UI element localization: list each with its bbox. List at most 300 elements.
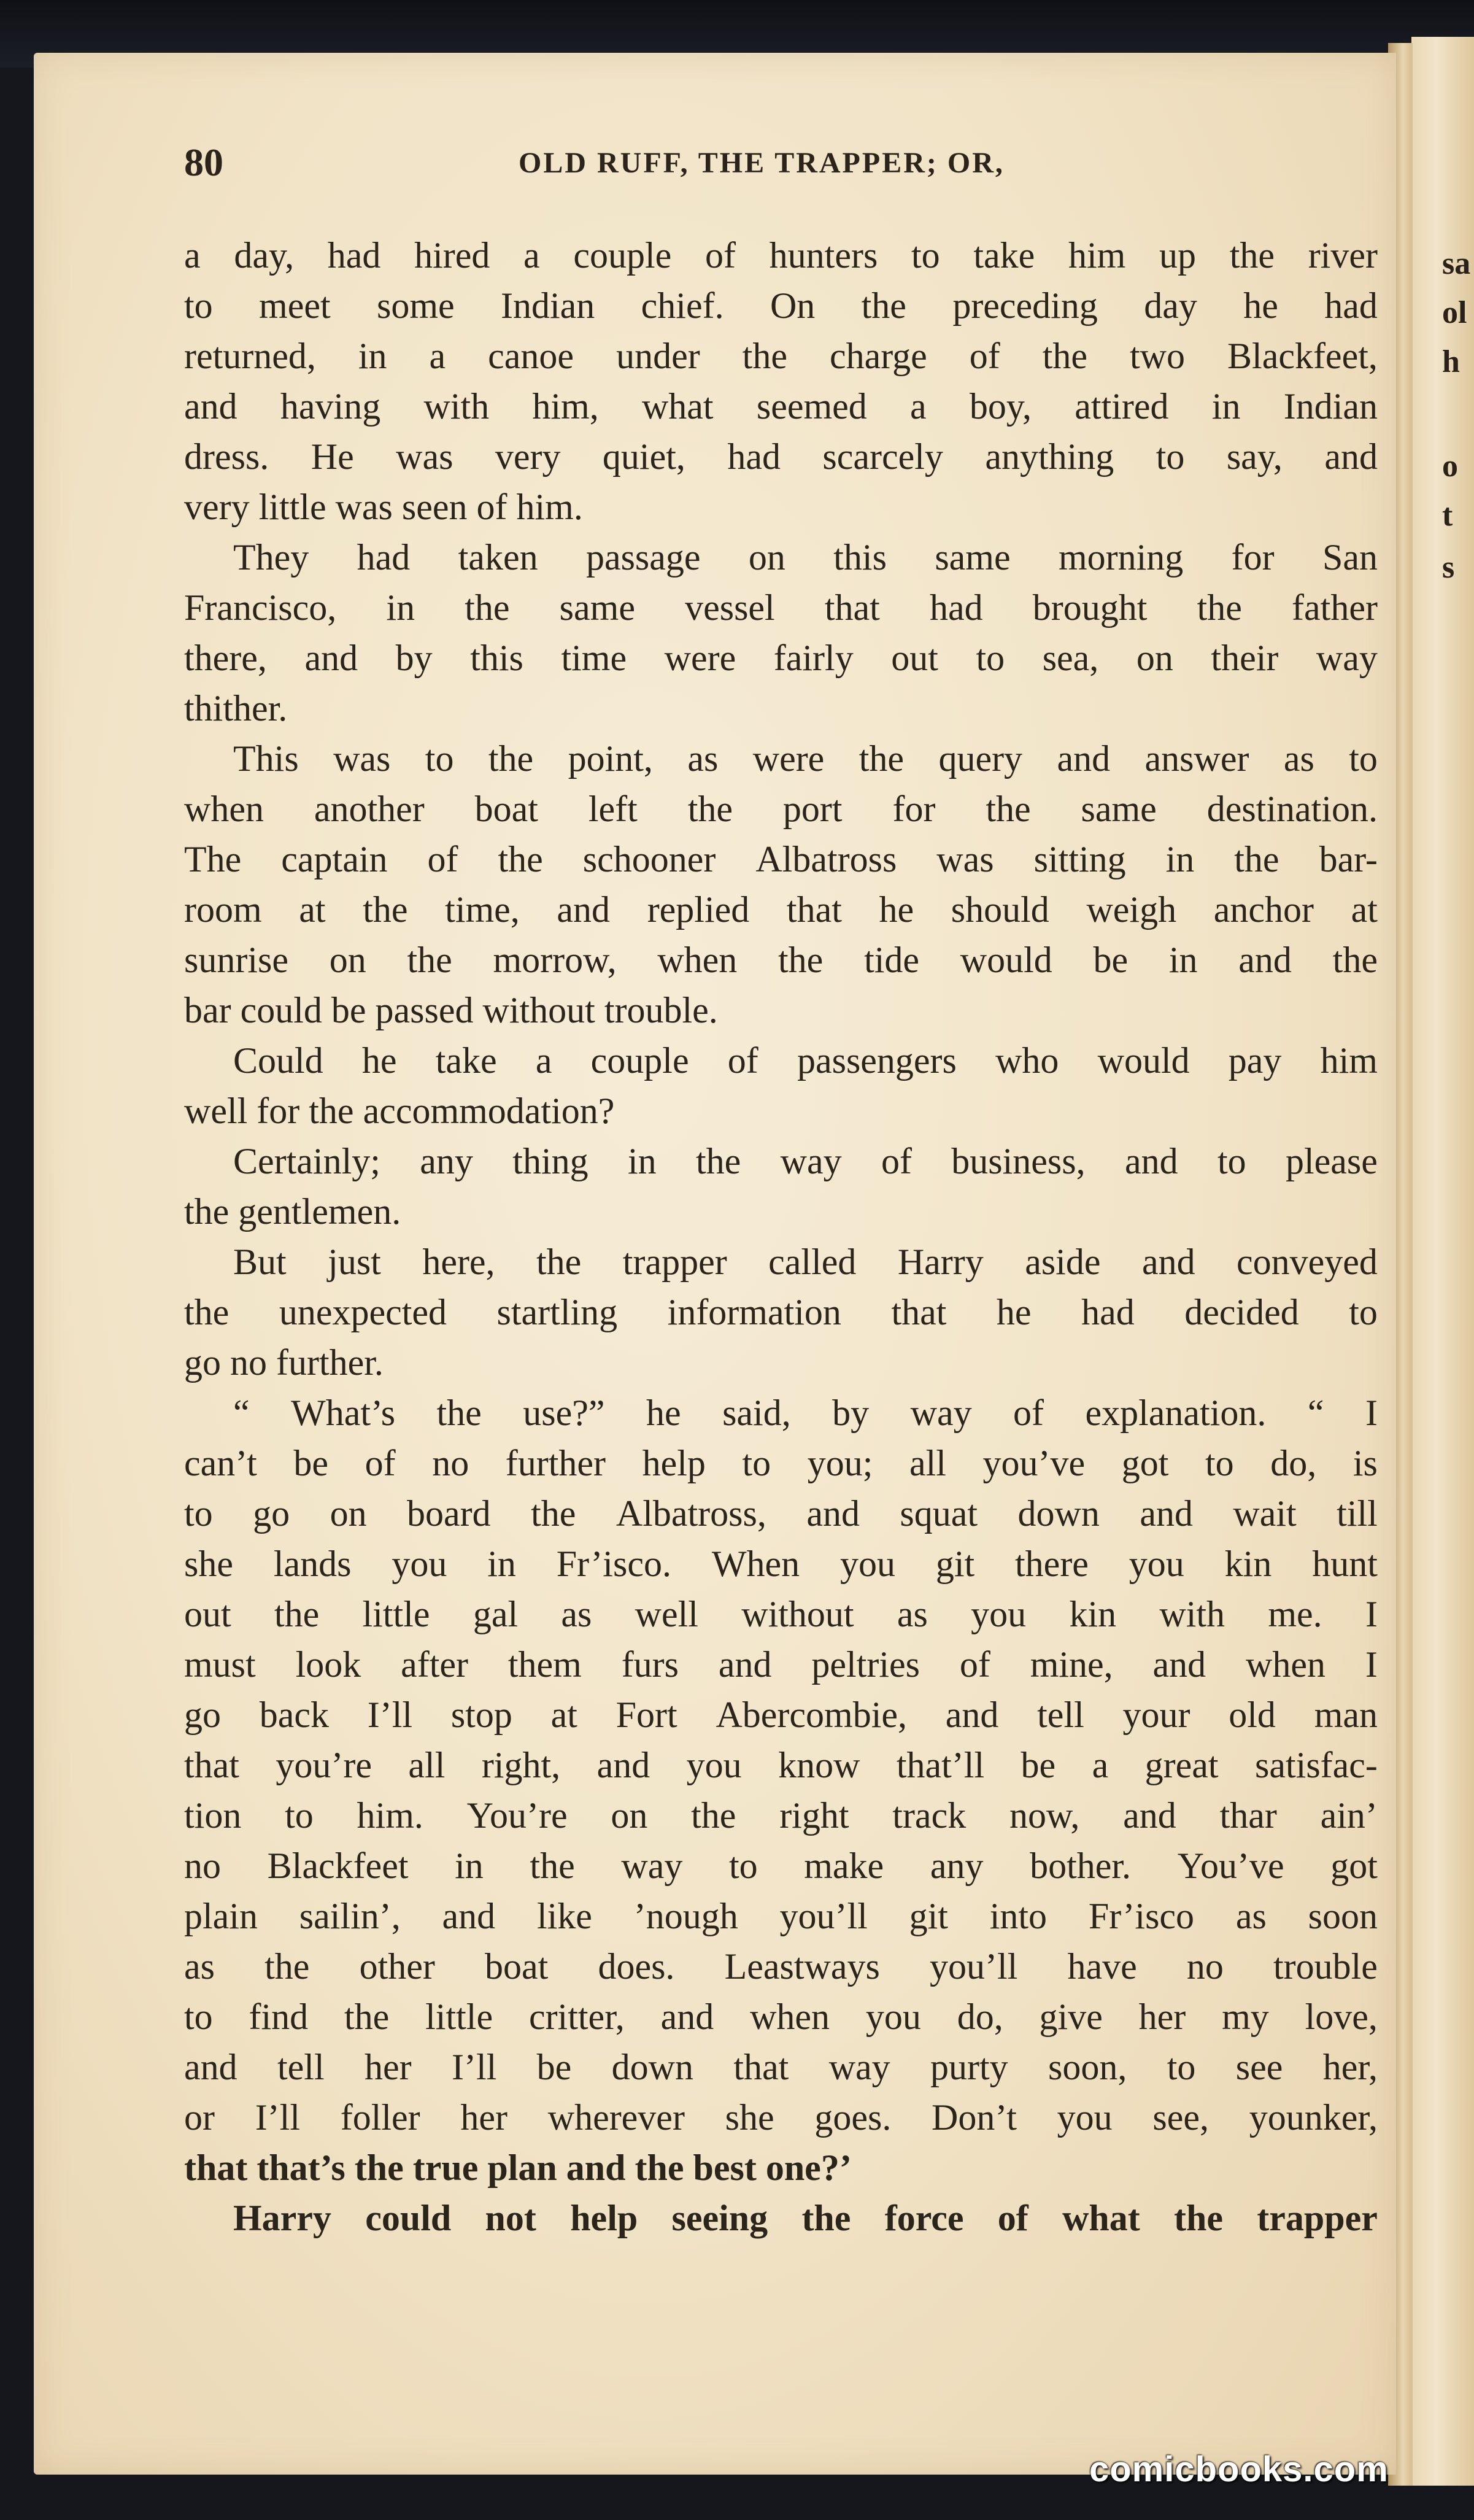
word: got (1330, 1846, 1378, 1886)
word: all (408, 1745, 446, 1785)
word: The (184, 839, 242, 879)
word: weigh (1086, 889, 1177, 930)
word: to (285, 1795, 314, 1836)
word: to (742, 1443, 771, 1483)
word: morrow, (493, 940, 617, 980)
facing-page-edge (1411, 37, 1474, 2486)
word: to (184, 1493, 213, 1534)
word: of (705, 235, 736, 276)
word: peltries (811, 1644, 920, 1685)
text-line (184, 1388, 1378, 1438)
text-line (184, 331, 1378, 381)
word: find (249, 1996, 309, 2037)
word: way (828, 2047, 890, 2087)
word: you (1057, 2097, 1113, 2138)
word: or (184, 2097, 215, 2138)
word: you (392, 1544, 447, 1584)
word: of (427, 839, 458, 879)
text-line (184, 582, 1378, 633)
word: bar- (1319, 839, 1378, 879)
word: do, (1270, 1443, 1317, 1483)
word: that (733, 2047, 789, 2087)
word: all (909, 1443, 946, 1483)
word: the (488, 738, 534, 779)
word: see, (1152, 2097, 1210, 2138)
text-line: very little was seen of him. (184, 487, 583, 527)
word: Albatross, (615, 1493, 766, 1534)
word: like (536, 1896, 592, 1936)
text-line (184, 1589, 1378, 1639)
word: any (930, 1846, 984, 1886)
text-line: thither. (184, 688, 288, 729)
word: my (1222, 1996, 1269, 2037)
word: here, (422, 1242, 495, 1282)
word: him, (532, 386, 599, 427)
word: tion (184, 1795, 242, 1836)
text-line (184, 532, 1378, 582)
word: say, (1226, 436, 1283, 477)
word: thing (512, 1141, 588, 1181)
word: couple (590, 1040, 689, 1081)
word: board (407, 1493, 491, 1534)
text-line (184, 230, 1378, 280)
word: gal (473, 1594, 519, 1634)
word: couple (573, 235, 672, 276)
word: and (1124, 1141, 1178, 1181)
word: decided (1184, 1292, 1299, 1332)
word: to (1349, 1292, 1378, 1332)
word: river (1308, 235, 1378, 276)
word: that (824, 587, 880, 628)
word: quiet, (602, 436, 685, 477)
word: San (1322, 537, 1378, 578)
word: the (498, 839, 543, 879)
word: as (561, 1594, 592, 1634)
word: ain’ (1320, 1795, 1378, 1836)
text-line (184, 2042, 1378, 2092)
text-line (184, 1790, 1378, 1841)
text-line (184, 1287, 1378, 1337)
text-line (184, 633, 1378, 683)
word: when (750, 1996, 830, 2037)
word: Leastways (724, 1946, 880, 1987)
word: you’ll (779, 1896, 868, 1936)
word: no (1186, 1946, 1224, 1987)
word: she (184, 1544, 233, 1584)
word: the (1197, 587, 1242, 628)
word: mine, (1030, 1644, 1113, 1685)
word: could (365, 2198, 452, 2238)
word: to (911, 235, 940, 276)
word: by (832, 1393, 870, 1433)
facing-page-fragment: o (1442, 449, 1458, 484)
word: schooner (582, 839, 716, 879)
text-line (184, 1488, 1378, 1539)
word: and (1152, 1644, 1206, 1685)
word: must (184, 1644, 256, 1685)
word: the (691, 1795, 736, 1836)
word: would (960, 940, 1052, 980)
word: in (386, 587, 415, 628)
word: old (1229, 1695, 1276, 1735)
word: Fort (615, 1695, 677, 1735)
word: two (1130, 336, 1186, 376)
word: track (892, 1795, 967, 1836)
word: to (1205, 1443, 1234, 1483)
word: him. (357, 1795, 423, 1836)
word: the (859, 738, 905, 779)
word: “ (233, 1393, 250, 1433)
word: little (425, 1996, 493, 2037)
word: I’ll (367, 1695, 413, 1735)
word: critter, (528, 1996, 625, 2037)
word: You’re (466, 1795, 568, 1836)
word: to (976, 638, 1005, 678)
word: anchor (1213, 889, 1314, 930)
word: satisfac- (1255, 1745, 1378, 1785)
word: git (935, 1544, 975, 1584)
word: can’t (184, 1443, 257, 1483)
word: were (752, 738, 825, 779)
word: as (1283, 738, 1314, 779)
word: meet (259, 285, 331, 326)
word: some (377, 285, 455, 326)
text-line (184, 784, 1378, 834)
text-line: go no further. (184, 1342, 384, 1383)
word: that (891, 1292, 947, 1332)
word: and (1324, 436, 1378, 477)
word: what (641, 386, 714, 427)
word: to (1349, 738, 1378, 779)
word: the (778, 940, 824, 980)
word: chief. (641, 285, 724, 326)
word: other (359, 1946, 435, 1987)
running-head-title: OLD RUFF, THE TRAPPER; OR, (519, 146, 1005, 179)
word: scarcely (822, 436, 943, 477)
word: in (358, 336, 387, 376)
word: be (536, 2047, 572, 2087)
word: sea, (1042, 638, 1099, 678)
word: you (1129, 1544, 1184, 1584)
word: on (748, 537, 785, 578)
word: help (642, 1443, 706, 1483)
word: and (718, 1644, 772, 1685)
word: But (233, 1242, 287, 1282)
text-line (184, 2092, 1378, 2143)
word: On (770, 285, 816, 326)
text-line (184, 884, 1378, 935)
word: down (611, 2047, 693, 2087)
word: to (184, 1996, 213, 2037)
word: on (1136, 638, 1173, 678)
word: for (1231, 537, 1275, 578)
word: as (897, 1594, 928, 1634)
word: hunters (769, 235, 878, 276)
facing-page-fragment: t (1442, 498, 1453, 533)
word: answer (1144, 738, 1249, 779)
word: I (1365, 1594, 1378, 1634)
word: Certainly; (233, 1141, 380, 1181)
word: query (938, 738, 1023, 779)
text-line (184, 1438, 1378, 1488)
word: the (861, 285, 906, 326)
word: Blackfeet (267, 1846, 409, 1886)
word: and (1057, 738, 1111, 779)
word: you (686, 1745, 742, 1785)
word: their (1211, 638, 1279, 678)
word: by (395, 638, 433, 678)
word: there, (184, 638, 267, 678)
text-line (184, 1841, 1378, 1891)
word: and (945, 1695, 999, 1735)
word: force (884, 2198, 964, 2238)
word: the (363, 889, 408, 930)
text-line: bar could be passed without trouble. (184, 990, 718, 1030)
word: you (971, 1594, 1027, 1634)
word: wait (1233, 1493, 1297, 1534)
word: when (1246, 1644, 1325, 1685)
word: a (429, 336, 446, 376)
word: git (909, 1896, 948, 1936)
word: on (611, 1795, 648, 1836)
word: of (881, 1141, 912, 1181)
word: what (1062, 2198, 1140, 2238)
word: a (1092, 1745, 1109, 1785)
word: sitting (1033, 839, 1126, 879)
word: when (184, 789, 264, 829)
word: and (184, 386, 237, 427)
word: furs (621, 1644, 679, 1685)
word: charge (829, 336, 927, 376)
word: When (711, 1544, 800, 1584)
word: to (728, 1846, 758, 1886)
word: vessel (685, 587, 775, 628)
word: the (274, 1594, 320, 1634)
word: passengers (797, 1040, 957, 1081)
word: sunrise (184, 940, 288, 980)
word: he (361, 1040, 397, 1081)
word: right, (481, 1745, 561, 1785)
word: go (184, 1695, 221, 1735)
word: and (596, 1745, 650, 1785)
word: go (253, 1493, 290, 1534)
running-head (184, 135, 1375, 190)
word: as (184, 1946, 215, 1987)
word: this (833, 537, 887, 578)
word: had (357, 537, 411, 578)
text-line: that that’s the true plan and the best one?’ (184, 2147, 852, 2188)
word: passage (585, 537, 701, 578)
word: in (627, 1141, 657, 1181)
text-line (184, 1740, 1378, 1790)
word: the (1229, 235, 1275, 276)
word: business, (951, 1141, 1086, 1181)
word: Albatross (755, 839, 897, 879)
word: had (930, 587, 983, 628)
word: hired (414, 235, 490, 276)
word: now, (1009, 1795, 1080, 1836)
word: morning (1058, 537, 1184, 578)
word: he (996, 1292, 1032, 1332)
word: trapper (622, 1242, 727, 1282)
word: Fr’isco (1088, 1896, 1195, 1936)
text-line (184, 1690, 1378, 1740)
word: the (465, 587, 510, 628)
word: information (667, 1292, 841, 1332)
word: man (1314, 1695, 1378, 1735)
word: thar (1219, 1795, 1277, 1836)
word: does. (598, 1946, 675, 1987)
word: and (1123, 1795, 1176, 1836)
word: a (523, 235, 540, 276)
word: day, (234, 235, 295, 276)
word: know (778, 1745, 860, 1785)
word: great (1144, 1745, 1219, 1785)
word: not (485, 2198, 536, 2238)
word: “ (1307, 1393, 1324, 1433)
facing-page-fragment: ol (1442, 295, 1467, 330)
facing-page-fragment: h (1442, 344, 1460, 379)
word: explanation. (1085, 1393, 1267, 1433)
word: seemed (756, 386, 867, 427)
word: was (333, 738, 391, 779)
word: hunt (1312, 1544, 1378, 1584)
word: called (768, 1242, 857, 1282)
word: seeing (671, 2198, 768, 2238)
word: the (407, 940, 452, 980)
word: take (435, 1040, 497, 1081)
word: room (184, 889, 262, 930)
word: on (329, 940, 366, 980)
text-line (184, 1639, 1378, 1690)
word: Fr’isco. (556, 1544, 671, 1584)
word: the (530, 1846, 575, 1886)
text-line (184, 733, 1378, 784)
word: in (1165, 839, 1195, 879)
word: Harry (233, 2198, 331, 2238)
word: day (1144, 285, 1197, 326)
word: way (780, 1141, 842, 1181)
word: of (365, 1443, 396, 1483)
word: the (264, 1946, 310, 1987)
word: the (742, 336, 787, 376)
word: the (531, 1493, 576, 1534)
word: Could (233, 1040, 323, 1081)
word: just (328, 1242, 381, 1282)
word: soon, (1048, 2047, 1127, 2087)
word: of (959, 1644, 990, 1685)
word: out (891, 638, 938, 678)
word: said, (722, 1393, 791, 1433)
text-line (184, 935, 1378, 985)
word: in (1168, 940, 1198, 980)
word: tell (1037, 1695, 1084, 1735)
word: stop (450, 1695, 512, 1735)
word: love, (1305, 1996, 1378, 2037)
word: have (1067, 1946, 1137, 1987)
word: I’ll (451, 2047, 497, 2087)
word: a (535, 1040, 552, 1081)
word: lands (273, 1544, 352, 1584)
word: into (989, 1896, 1048, 1936)
word: of (997, 2198, 1028, 2238)
word: was (936, 839, 994, 879)
text-line (184, 1136, 1378, 1186)
word: for (892, 789, 936, 829)
word: goes. (814, 2097, 892, 2138)
word: at (299, 889, 326, 930)
word: kin (1069, 1594, 1117, 1634)
word: is (1352, 1443, 1378, 1483)
word: time (561, 638, 627, 678)
word: You’ve (1177, 1846, 1284, 1886)
word: were (664, 638, 736, 678)
word: of (969, 336, 1000, 376)
word: startling (496, 1292, 618, 1332)
word: got (1121, 1443, 1169, 1483)
word: returned, (184, 336, 316, 376)
word: conveyed (1237, 1242, 1378, 1282)
word: in (487, 1544, 516, 1584)
word: Abercombie, (716, 1695, 907, 1735)
word: boat (474, 789, 538, 829)
word: another (314, 789, 425, 829)
word: This (233, 738, 299, 779)
word: the (1234, 839, 1279, 879)
word: trouble (1273, 1946, 1378, 1987)
word: you; (807, 1443, 873, 1483)
facing-page-fragment: sa (1442, 246, 1471, 281)
word: any (420, 1141, 473, 1181)
word: boy, (969, 386, 1032, 427)
word: Don’t (932, 2097, 1017, 2138)
text-line: well for the accommodation? (184, 1091, 615, 1131)
word: and (806, 1493, 860, 1534)
word: unexpected (279, 1292, 447, 1332)
word: do, (957, 1996, 1003, 2037)
word: and (304, 638, 358, 678)
word: canoe (488, 336, 574, 376)
word: purty (930, 2047, 1008, 2087)
word: take (973, 235, 1035, 276)
word: be (1021, 1745, 1056, 1785)
word: he (1243, 285, 1278, 326)
word: brought (1032, 587, 1148, 628)
word: that’ll (896, 1745, 985, 1785)
word: What’s (291, 1393, 396, 1433)
word: in (455, 1846, 484, 1886)
word: to (1167, 2047, 1196, 2087)
word: had (327, 235, 381, 276)
word: of (727, 1040, 758, 1081)
word: the (1174, 2198, 1224, 2238)
word: aside (1025, 1242, 1101, 1282)
facing-page-fragment: s (1442, 550, 1455, 585)
word: kin (1224, 1544, 1272, 1584)
word: this (470, 638, 523, 678)
word: way (621, 1846, 683, 1886)
word: till (1337, 1493, 1378, 1534)
text-line (184, 381, 1378, 431)
word: attired (1075, 386, 1169, 427)
body-text (184, 230, 1378, 2243)
word: He (311, 436, 354, 477)
word: that (184, 1745, 239, 1785)
word: bother. (1030, 1846, 1132, 1886)
text-line (184, 834, 1378, 884)
word: plain (184, 1896, 258, 1936)
word: same (935, 537, 1011, 578)
